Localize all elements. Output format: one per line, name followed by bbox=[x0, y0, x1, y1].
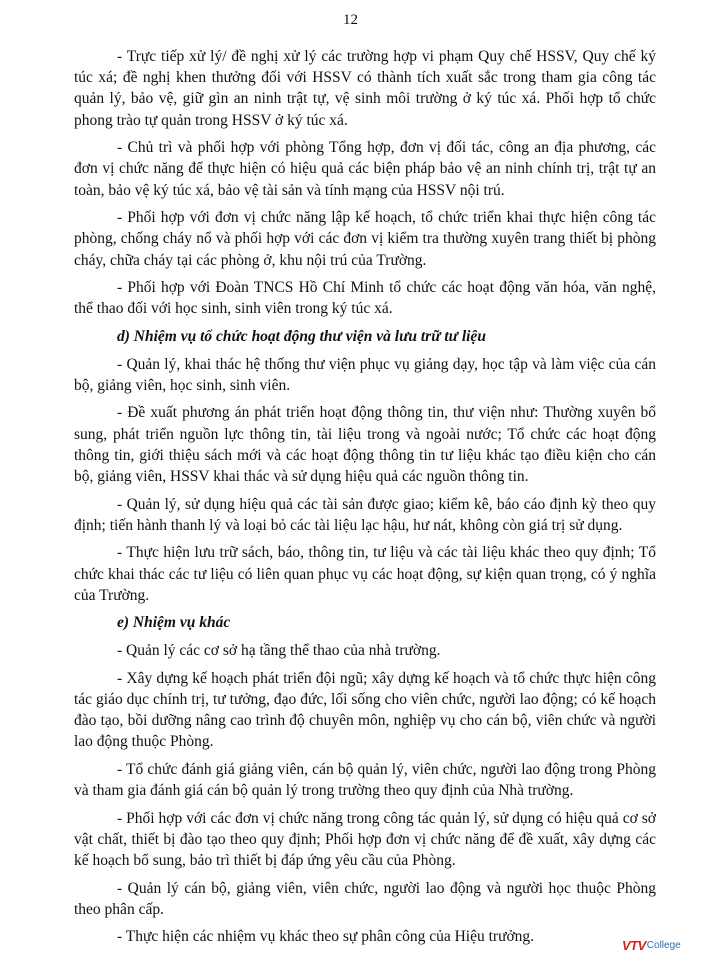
paragraph: - Thực hiện các nhiệm vụ khác theo sự phân công của Hiệu trưởng. bbox=[117, 928, 535, 946]
paragraph: - Quản lý, sử dụng hiệu quả các tài sản được giao; kiểm kê, báo cáo định kỳ theo quy định; tiến hành thanh lý và loại bỏ các tài liệu lạc hậu, hư nát, không còn giá trị sử dụng. bbox=[74, 495, 656, 534]
paragraph: - Xây dựng kế hoạch phát triển đội ngũ; xây dựng kế hoạch và tổ chức thực hiện công tác giáo dục chính trị, tư tưởng, đạo đức, lối sống cho viên chức, người lao động; có kế hoạch đào tạo, bồi dưỡng nâng cao trình độ chuyên môn, nghiệp vụ cho cán bộ, viên chức và người lao động thuộc Phòng. bbox=[74, 669, 656, 751]
paragraph: - Quản lý, khai thác hệ thống thư viện phục vụ giảng dạy, học tập và làm việc của cán bộ, giảng viên, học sinh, sinh viên. bbox=[74, 355, 656, 394]
paragraph: - Thực hiện lưu trữ sách, báo, thông tin, tư liệu và các tài liệu khác theo quy định; Tổ chức khai thác các tư liệu có liên quan phục vụ các hoạt động, sự kiện quan trọng, có ý nghĩa của Trường. bbox=[74, 544, 656, 604]
vtv-college-logo bbox=[622, 936, 681, 954]
page-number: 12 bbox=[343, 12, 358, 28]
paragraph: - Phối hợp với Đoàn TNCS Hồ Chí Minh tổ chức các hoạt động văn hóa, văn nghệ, thể thao đối với học sinh, sinh viên trong ký túc xá. bbox=[74, 279, 656, 318]
paragraph: - Đề xuất phương án phát triển hoạt động thông tin, thư viện như: Thường xuyên bổ sung, phát triển nguồn lực thông tin, tài liệu trong và ngoài nước; Tổ chức các hoạt động thông tin, giới thiệu sách mới và các hoạt động thông tin tư liệu khác tạo điều kiện cho cán bộ, giảng viên, HSSV khai thác và sử dụng hiệu quả các nguồn thông tin. bbox=[74, 404, 656, 485]
paragraph: - Phối hợp với đơn vị chức năng lập kế hoạch, tổ chức triển khai thực hiện công tác phòng, chống cháy nổ và phối hợp với các đơn vị kiểm tra thường xuyên trang thiết bị phòng cháy, chữa cháy tại các phòng ở, khu nội trú của Trường. bbox=[74, 209, 656, 269]
logo-mark: VTV bbox=[622, 937, 646, 953]
paragraph: - Quản lý các cơ sở hạ tầng thể thao của nhà trường. bbox=[117, 641, 441, 659]
paragraph: - Tổ chức đánh giá giảng viên, cán bộ quản lý, viên chức, người lao động trong Phòng và tham gia đánh giá cán bộ quản lý trong trường theo quy định của Nhà trường. bbox=[74, 760, 656, 799]
logo-text: College bbox=[646, 939, 681, 951]
paragraph: - Phối hợp với các đơn vị chức năng trong công tác quản lý, sử dụng có hiệu quả cơ sở vật chất, thiết bị đào tạo theo quy định; Phối hợp đơn vị chức năng để đề xuất, xây dựng các kế hoạch bổ sung, bảo trì thiết bị đáp ứng yêu cầu của Phòng. bbox=[74, 809, 656, 869]
section-heading: e) Nhiệm vụ khác bbox=[117, 614, 231, 632]
paragraph: - Chủ trì và phối hợp với phòng Tổng hợp, đơn vị đối tác, công an địa phương, các đơn vị chức năng để thực hiện có hiệu quả các biện pháp bảo vệ an ninh chính trị, trật tự an toàn, bảo vệ ký túc xá, bảo vệ tài sản và tính mạng của HSSV nội trú. bbox=[74, 139, 656, 199]
paragraph: - Trực tiếp xử lý/ đề nghị xử lý các trường hợp vi phạm Quy chế HSSV, Quy chế ký túc xá; đề nghị khen thưởng đối với HSSV có thành tích xuất sắc trong tham gia công tác quản lý, bảo vệ, giữ gìn an ninh trật tự, vệ sinh môi trường ở ký túc xá. Phối hợp tổ chức phong trào tự quản trong HSSV ở ký túc xá. bbox=[74, 48, 656, 129]
paragraph: - Quản lý cán bộ, giảng viên, viên chức, người lao động và người học thuộc Phòng theo phân cấp. bbox=[74, 879, 656, 918]
document-body bbox=[74, 46, 656, 954]
section-heading: d) Nhiệm vụ tổ chức hoạt động thư viện và lưu trữ tư liệu bbox=[117, 328, 486, 345]
